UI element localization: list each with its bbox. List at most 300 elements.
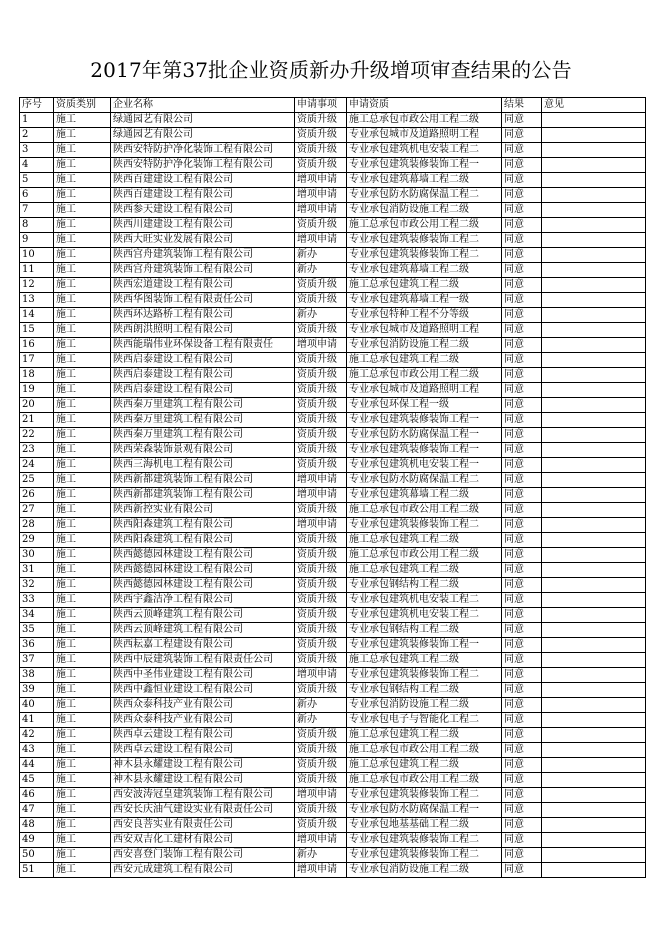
cell-qualification: 专业承包建筑装修装饰工程二 <box>347 518 502 533</box>
cell-index: 45 <box>20 773 54 788</box>
cell-index: 12 <box>20 278 54 293</box>
cell-company: 陕西卓云建设工程有限公司 <box>111 728 295 743</box>
cell-index: 42 <box>20 728 54 743</box>
table-row <box>20 638 646 653</box>
cell-result: 同意 <box>502 383 542 398</box>
cell-company: 陕西懿德园林建设工程有限公司 <box>111 548 295 563</box>
cell-category: 施工 <box>54 353 111 368</box>
cell-opinion <box>542 368 646 383</box>
cell-index: 16 <box>20 338 54 353</box>
cell-category: 施工 <box>54 758 111 773</box>
cell-opinion <box>542 593 646 608</box>
cell-result: 同意 <box>502 398 542 413</box>
cell-index: 38 <box>20 668 54 683</box>
cell-opinion <box>542 233 646 248</box>
cell-qualification: 施工总承包建筑工程二级 <box>347 353 502 368</box>
table-row <box>20 203 646 218</box>
cell-qualification: 专业承包钢结构工程二级 <box>347 578 502 593</box>
cell-application: 资质升级 <box>295 113 347 128</box>
cell-result: 同意 <box>502 413 542 428</box>
cell-category: 施工 <box>54 158 111 173</box>
cell-category: 施工 <box>54 713 111 728</box>
cell-qualification: 施工总承包市政公用工程二级 <box>347 743 502 758</box>
cell-qualification: 施工总承包市政公用工程二级 <box>347 218 502 233</box>
cell-qualification: 施工总承包市政公用工程二级 <box>347 503 502 518</box>
cell-application: 资质升级 <box>295 413 347 428</box>
cell-company: 西安喜登门装饰工程有限公司 <box>111 848 295 863</box>
cell-application: 增项申请 <box>295 338 347 353</box>
cell-application: 资质升级 <box>295 803 347 818</box>
column-header-index: 序号 <box>20 98 54 113</box>
cell-company: 陕西川建建设工程有限公司 <box>111 218 295 233</box>
cell-index: 28 <box>20 518 54 533</box>
cell-application: 增项申请 <box>295 473 347 488</box>
cell-qualification: 专业承包环保工程一级 <box>347 398 502 413</box>
cell-application: 增项申请 <box>295 518 347 533</box>
table-header-row <box>20 98 646 113</box>
table-row <box>20 158 646 173</box>
cell-qualification: 专业承包消防设施工程二级 <box>347 698 502 713</box>
cell-result: 同意 <box>502 668 542 683</box>
cell-company: 陕西阳森建筑工程有限公司 <box>111 518 295 533</box>
cell-category: 施工 <box>54 623 111 638</box>
cell-result: 同意 <box>502 563 542 578</box>
cell-qualification: 施工总承包建筑工程二级 <box>347 758 502 773</box>
cell-index: 44 <box>20 758 54 773</box>
cell-qualification: 施工总承包市政公用工程二级 <box>347 773 502 788</box>
cell-opinion <box>542 638 646 653</box>
cell-opinion <box>542 413 646 428</box>
cell-index: 19 <box>20 383 54 398</box>
table-row <box>20 743 646 758</box>
cell-company: 陕西宫舟建筑装饰工程有限公司 <box>111 263 295 278</box>
cell-company: 陕西宫舟建筑装饰工程有限公司 <box>111 248 295 263</box>
table-row <box>20 533 646 548</box>
table-row <box>20 518 646 533</box>
cell-opinion <box>542 128 646 143</box>
cell-category: 施工 <box>54 293 111 308</box>
cell-company: 陕西中辰建筑装饰工程有限责任公司 <box>111 653 295 668</box>
cell-index: 9 <box>20 233 54 248</box>
cell-opinion <box>542 728 646 743</box>
cell-opinion <box>542 353 646 368</box>
cell-index: 51 <box>20 863 54 878</box>
cell-category: 施工 <box>54 788 111 803</box>
cell-opinion <box>542 563 646 578</box>
cell-opinion <box>542 248 646 263</box>
cell-qualification: 专业承包建筑装修装饰工程二 <box>347 833 502 848</box>
cell-company: 陕西百建建设工程有限公司 <box>111 188 295 203</box>
cell-result: 同意 <box>502 428 542 443</box>
cell-opinion <box>542 203 646 218</box>
cell-category: 施工 <box>54 458 111 473</box>
cell-result: 同意 <box>502 203 542 218</box>
cell-company: 神木县永耀建设工程有限公司 <box>111 773 295 788</box>
table-row <box>20 788 646 803</box>
cell-opinion <box>542 818 646 833</box>
table-row <box>20 278 646 293</box>
cell-index: 15 <box>20 323 54 338</box>
table-row <box>20 413 646 428</box>
cell-opinion <box>542 503 646 518</box>
column-header-result: 结果 <box>502 98 542 113</box>
column-header-application: 申请事项 <box>295 98 347 113</box>
cell-result: 同意 <box>502 368 542 383</box>
cell-index: 6 <box>20 188 54 203</box>
cell-index: 39 <box>20 683 54 698</box>
cell-qualification: 专业承包防水防腐保温工程一 <box>347 803 502 818</box>
cell-opinion <box>542 788 646 803</box>
table-row <box>20 698 646 713</box>
cell-company: 陕西宇鑫洁净工程有限公司 <box>111 593 295 608</box>
cell-result: 同意 <box>502 833 542 848</box>
cell-index: 37 <box>20 653 54 668</box>
cell-qualification: 施工总承包建筑工程二级 <box>347 728 502 743</box>
cell-result: 同意 <box>502 188 542 203</box>
cell-company: 陕西启泰建设工程有限公司 <box>111 383 295 398</box>
cell-opinion <box>542 848 646 863</box>
cell-index: 10 <box>20 248 54 263</box>
cell-index: 13 <box>20 293 54 308</box>
cell-opinion <box>542 158 646 173</box>
cell-application: 资质升级 <box>295 818 347 833</box>
cell-category: 施工 <box>54 308 111 323</box>
cell-company: 陕西朗洪照明工程有限公司 <box>111 323 295 338</box>
cell-index: 11 <box>20 263 54 278</box>
cell-company: 陕西秦万里建筑工程有限公司 <box>111 398 295 413</box>
cell-index: 2 <box>20 128 54 143</box>
cell-application: 新办 <box>295 248 347 263</box>
cell-opinion <box>542 623 646 638</box>
table-row <box>20 173 646 188</box>
column-header-qualification: 申请资质 <box>347 98 502 113</box>
table-row <box>20 653 646 668</box>
cell-application: 资质升级 <box>295 218 347 233</box>
cell-application: 新办 <box>295 698 347 713</box>
cell-company: 陕西启泰建设工程有限公司 <box>111 368 295 383</box>
cell-result: 同意 <box>502 638 542 653</box>
cell-company: 陕西华图装饰工程有限责任公司 <box>111 293 295 308</box>
cell-result: 同意 <box>502 788 542 803</box>
cell-index: 48 <box>20 818 54 833</box>
table-row <box>20 113 646 128</box>
cell-company: 陕西众泰科技产业有限公司 <box>111 713 295 728</box>
cell-company: 陕西众泰科技产业有限公司 <box>111 698 295 713</box>
cell-opinion <box>542 293 646 308</box>
cell-application: 资质升级 <box>295 503 347 518</box>
cell-opinion <box>542 143 646 158</box>
cell-qualification: 专业承包地基基础工程二级 <box>347 818 502 833</box>
cell-application: 资质升级 <box>295 398 347 413</box>
cell-company: 陕西百建建设工程有限公司 <box>111 173 295 188</box>
cell-company: 陕西卓云建设工程有限公司 <box>111 743 295 758</box>
cell-opinion <box>542 278 646 293</box>
cell-result: 同意 <box>502 113 542 128</box>
cell-qualification: 专业承包建筑装修装饰工程二 <box>347 248 502 263</box>
cell-result: 同意 <box>502 218 542 233</box>
table-row <box>20 563 646 578</box>
cell-result: 同意 <box>502 143 542 158</box>
cell-application: 新办 <box>295 263 347 278</box>
cell-category: 施工 <box>54 578 111 593</box>
cell-application: 资质升级 <box>295 293 347 308</box>
cell-company: 陕西宏道建设工程有限公司 <box>111 278 295 293</box>
table-row <box>20 188 646 203</box>
cell-opinion <box>542 578 646 593</box>
table-row <box>20 368 646 383</box>
cell-index: 7 <box>20 203 54 218</box>
cell-application: 增项申请 <box>295 173 347 188</box>
cell-application: 资质升级 <box>295 548 347 563</box>
cell-category: 施工 <box>54 173 111 188</box>
cell-application: 资质升级 <box>295 608 347 623</box>
cell-index: 47 <box>20 803 54 818</box>
table-row <box>20 578 646 593</box>
cell-qualification: 专业承包建筑装修装饰工程二 <box>347 668 502 683</box>
cell-category: 施工 <box>54 233 111 248</box>
cell-category: 施工 <box>54 548 111 563</box>
table-row <box>20 548 646 563</box>
cell-index: 24 <box>20 458 54 473</box>
table-row <box>20 623 646 638</box>
cell-result: 同意 <box>502 518 542 533</box>
cell-result: 同意 <box>502 248 542 263</box>
table-row <box>20 833 646 848</box>
table-row <box>20 428 646 443</box>
cell-opinion <box>542 683 646 698</box>
cell-category: 施工 <box>54 593 111 608</box>
cell-category: 施工 <box>54 743 111 758</box>
cell-index: 30 <box>20 548 54 563</box>
cell-opinion <box>542 863 646 878</box>
cell-company: 西安长庆油气建设实业有限责任公司 <box>111 803 295 818</box>
cell-result: 同意 <box>502 758 542 773</box>
cell-category: 施工 <box>54 803 111 818</box>
cell-company: 陕西耘嘉工程建设有限公司 <box>111 638 295 653</box>
table-row <box>20 608 646 623</box>
cell-qualification: 专业承包建筑装修装饰工程一 <box>347 443 502 458</box>
cell-company: 陕西环达路桥工程有限公司 <box>111 308 295 323</box>
cell-result: 同意 <box>502 578 542 593</box>
table-row <box>20 398 646 413</box>
cell-category: 施工 <box>54 473 111 488</box>
cell-qualification: 专业承包城市及道路照明工程 <box>347 323 502 338</box>
cell-category: 施工 <box>54 413 111 428</box>
cell-application: 资质升级 <box>295 683 347 698</box>
cell-qualification: 专业承包建筑装修装饰工程二 <box>347 788 502 803</box>
cell-qualification: 施工总承包市政公用工程二级 <box>347 368 502 383</box>
page-title: 2017年第37批企业资质新办升级增项审查结果的公告 <box>90 58 572 82</box>
cell-qualification: 专业承包消防设施工程二级 <box>347 863 502 878</box>
cell-opinion <box>542 398 646 413</box>
table-row <box>20 248 646 263</box>
cell-category: 施工 <box>54 398 111 413</box>
cell-qualification: 专业承包建筑幕墙工程二级 <box>347 263 502 278</box>
cell-qualification: 专业承包建筑装修装饰工程二 <box>347 848 502 863</box>
cell-index: 14 <box>20 308 54 323</box>
cell-application: 新办 <box>295 848 347 863</box>
table-row <box>20 488 646 503</box>
cell-index: 8 <box>20 218 54 233</box>
cell-category: 施工 <box>54 773 111 788</box>
cell-opinion <box>542 743 646 758</box>
cell-index: 23 <box>20 443 54 458</box>
cell-result: 同意 <box>502 743 542 758</box>
cell-category: 施工 <box>54 533 111 548</box>
table-row <box>20 593 646 608</box>
cell-index: 31 <box>20 563 54 578</box>
cell-category: 施工 <box>54 443 111 458</box>
cell-category: 施工 <box>54 638 111 653</box>
cell-result: 同意 <box>502 623 542 638</box>
cell-index: 3 <box>20 143 54 158</box>
cell-index: 50 <box>20 848 54 863</box>
cell-qualification: 专业承包特种工程不分等级 <box>347 308 502 323</box>
cell-category: 施工 <box>54 218 111 233</box>
cell-result: 同意 <box>502 533 542 548</box>
cell-index: 35 <box>20 623 54 638</box>
cell-company: 西安双吉化工建材有限公司 <box>111 833 295 848</box>
cell-application: 资质升级 <box>295 758 347 773</box>
table-row <box>20 218 646 233</box>
table-row <box>20 713 646 728</box>
cell-result: 同意 <box>502 848 542 863</box>
cell-company: 陕西秦万里建筑工程有限公司 <box>111 413 295 428</box>
cell-qualification: 专业承包建筑装修装饰工程一 <box>347 413 502 428</box>
cell-application: 增项申请 <box>295 833 347 848</box>
table-row <box>20 473 646 488</box>
cell-opinion <box>542 458 646 473</box>
cell-qualification: 专业承包建筑幕墙工程二级 <box>347 173 502 188</box>
cell-opinion <box>542 218 646 233</box>
cell-opinion <box>542 473 646 488</box>
cell-application: 资质升级 <box>295 638 347 653</box>
cell-result: 同意 <box>502 278 542 293</box>
cell-opinion <box>542 323 646 338</box>
column-header-opinion: 意见 <box>542 98 646 113</box>
table-row <box>20 683 646 698</box>
cell-qualification: 专业承包建筑机电安装工程二 <box>347 143 502 158</box>
cell-category: 施工 <box>54 143 111 158</box>
cell-application: 资质升级 <box>295 353 347 368</box>
cell-category: 施工 <box>54 863 111 878</box>
cell-result: 同意 <box>502 353 542 368</box>
column-header-category: 资质类别 <box>54 98 111 113</box>
cell-opinion <box>542 758 646 773</box>
cell-application: 资质升级 <box>295 278 347 293</box>
cell-application: 资质升级 <box>295 128 347 143</box>
cell-qualification: 施工总承包建筑工程二级 <box>347 278 502 293</box>
cell-application: 资质升级 <box>295 593 347 608</box>
table-row <box>20 863 646 878</box>
table-row <box>20 323 646 338</box>
cell-qualification: 专业承包消防设施工程二级 <box>347 338 502 353</box>
cell-category: 施工 <box>54 113 111 128</box>
table-row <box>20 773 646 788</box>
cell-qualification: 专业承包钢结构工程二级 <box>347 683 502 698</box>
cell-application: 资质升级 <box>295 323 347 338</box>
cell-company: 陕西中鑫恒业建设工程有限公司 <box>111 683 295 698</box>
cell-result: 同意 <box>502 458 542 473</box>
cell-index: 25 <box>20 473 54 488</box>
cell-index: 21 <box>20 413 54 428</box>
table-row <box>20 143 646 158</box>
table-row <box>20 728 646 743</box>
cell-index: 32 <box>20 578 54 593</box>
cell-index: 46 <box>20 788 54 803</box>
table-row <box>20 458 646 473</box>
cell-opinion <box>542 428 646 443</box>
cell-application: 资质升级 <box>295 563 347 578</box>
table-row <box>20 338 646 353</box>
cell-category: 施工 <box>54 383 111 398</box>
cell-result: 同意 <box>502 503 542 518</box>
cell-result: 同意 <box>502 323 542 338</box>
cell-category: 施工 <box>54 188 111 203</box>
cell-result: 同意 <box>502 263 542 278</box>
table-row <box>20 803 646 818</box>
cell-application: 增项申请 <box>295 233 347 248</box>
cell-company: 西安波涛冠皇建筑装饰工程有限公司 <box>111 788 295 803</box>
cell-category: 施工 <box>54 263 111 278</box>
cell-company: 陕西秦万里建筑工程有限公司 <box>111 428 295 443</box>
cell-opinion <box>542 533 646 548</box>
cell-opinion <box>542 698 646 713</box>
cell-opinion <box>542 548 646 563</box>
table-row <box>20 503 646 518</box>
cell-index: 22 <box>20 428 54 443</box>
cell-index: 34 <box>20 608 54 623</box>
cell-category: 施工 <box>54 608 111 623</box>
cell-result: 同意 <box>502 488 542 503</box>
cell-company: 陕西新都建筑装饰工程有限公司 <box>111 473 295 488</box>
cell-result: 同意 <box>502 773 542 788</box>
cell-index: 17 <box>20 353 54 368</box>
cell-qualification: 专业承包防水防腐保温工程一 <box>347 428 502 443</box>
cell-application: 增项申请 <box>295 203 347 218</box>
table-row <box>20 818 646 833</box>
cell-opinion <box>542 443 646 458</box>
cell-opinion <box>542 383 646 398</box>
cell-application: 资质升级 <box>295 368 347 383</box>
cell-index: 4 <box>20 158 54 173</box>
cell-qualification: 专业承包建筑机电安装工程二 <box>347 593 502 608</box>
cell-application: 资质升级 <box>295 533 347 548</box>
cell-category: 施工 <box>54 368 111 383</box>
cell-result: 同意 <box>502 338 542 353</box>
cell-result: 同意 <box>502 818 542 833</box>
cell-opinion <box>542 653 646 668</box>
cell-result: 同意 <box>502 233 542 248</box>
cell-application: 资质升级 <box>295 653 347 668</box>
cell-index: 18 <box>20 368 54 383</box>
cell-category: 施工 <box>54 848 111 863</box>
cell-qualification: 专业承包城市及道路照明工程 <box>347 383 502 398</box>
cell-company: 陕西安特防护净化装饰工程有限公司 <box>111 143 295 158</box>
cell-category: 施工 <box>54 563 111 578</box>
cell-application: 资质升级 <box>295 458 347 473</box>
cell-category: 施工 <box>54 278 111 293</box>
cell-index: 20 <box>20 398 54 413</box>
cell-qualification: 专业承包消防设施工程二级 <box>347 203 502 218</box>
cell-qualification: 专业承包钢结构工程二级 <box>347 623 502 638</box>
cell-qualification: 专业承包建筑机电安装工程一 <box>347 458 502 473</box>
cell-category: 施工 <box>54 488 111 503</box>
cell-index: 27 <box>20 503 54 518</box>
cell-result: 同意 <box>502 608 542 623</box>
cell-qualification: 专业承包防水防腐保温工程二 <box>347 473 502 488</box>
cell-application: 资质升级 <box>295 143 347 158</box>
